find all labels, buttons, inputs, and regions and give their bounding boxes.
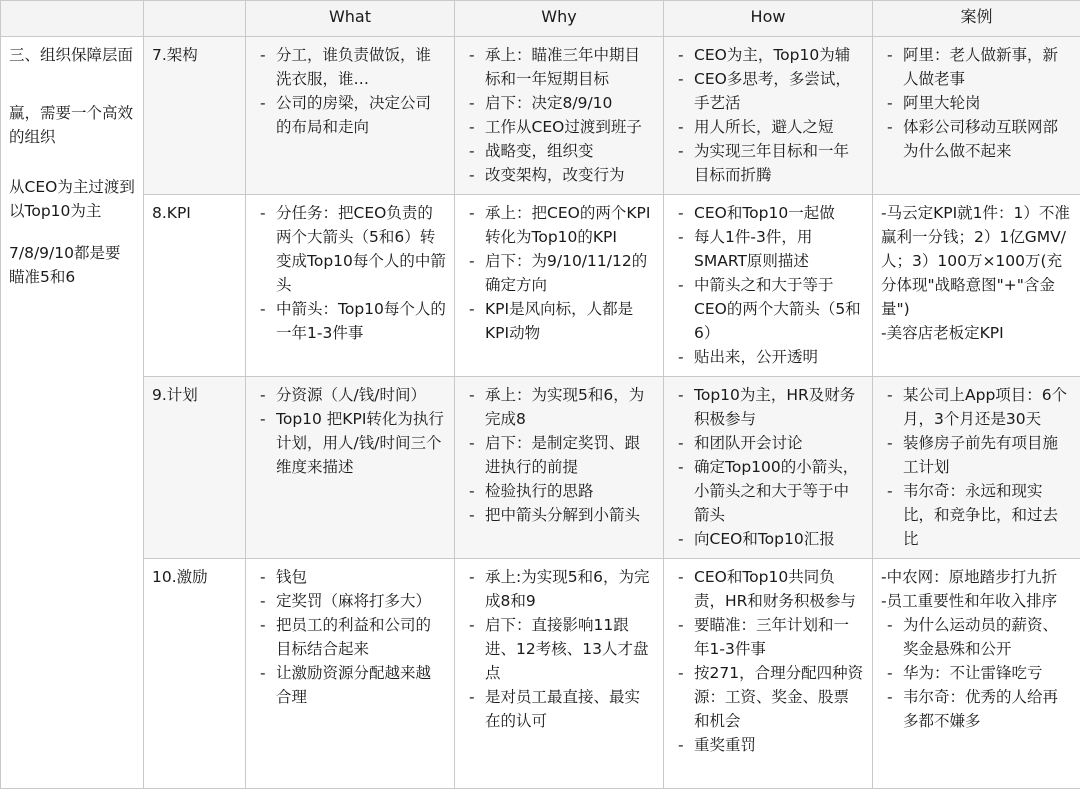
header-how: How (664, 1, 873, 37)
list-item: - 为实现三年目标和一年目标而折腾 (672, 139, 864, 187)
list-item: - 承上：为实现5和6，为完成8 (463, 383, 655, 431)
list-item: - CEO为主，Top10为辅 (672, 43, 864, 67)
list-item: - 战略变，组织变 (463, 139, 655, 163)
list-item: - 重奖重罚 (672, 733, 864, 757)
list-item: - 为什么运动员的薪资、奖金悬殊和公开 (881, 613, 1072, 661)
row-label: 10.激励 (144, 559, 246, 789)
list-item: - 承上：把CEO的两个KPI转化为Top10的KPI (463, 201, 655, 249)
list-item: - 承上：瞄准三年中期目标和一年短期目标 (463, 43, 655, 91)
why-cell (455, 37, 664, 195)
row-label: 8.KPI (144, 195, 246, 377)
list-item: - 检验执行的思路 (463, 479, 655, 503)
list-item: - 启下：为9/10/11/12的确定方向 (463, 249, 655, 297)
list-item: - 中箭头之和大于等于CEO的两个大箭头（5和6） (672, 273, 864, 345)
case-cell (873, 195, 1080, 377)
list-item: - KPI是风向标，人都是KPI动物 (463, 297, 655, 345)
list-item: - 中箭头：Top10每个人的一年1-3件事 (254, 297, 446, 345)
list-item: - 每人1件-3件，用SMART原则描述 (672, 225, 864, 273)
header-why: Why (455, 1, 664, 37)
section-cell (1, 37, 144, 789)
list-item: - 工作从CEO过渡到班子 (463, 115, 655, 139)
list-item: - 韦尔奇：优秀的人给再多都不嫌多 (881, 685, 1072, 733)
case-text: -员工重要性和年收入排序 (881, 592, 1058, 610)
what-cell (246, 37, 455, 195)
list-item: - 把员工的利益和公司的目标结合起来 (254, 613, 446, 661)
list-item: - 体彩公司移动互联网部为什么做不起来 (881, 115, 1072, 163)
how-cell (664, 559, 873, 789)
table-row (1, 559, 1080, 789)
case-cell (873, 377, 1080, 559)
table-row (1, 37, 1080, 195)
list-item: - 和团队开会讨论 (672, 431, 864, 455)
how-cell (664, 377, 873, 559)
section-target: 7/8/9/10都是要瞄准5和6 (9, 244, 121, 286)
case-cell (873, 559, 1080, 789)
header-empty-cell (144, 1, 246, 37)
case-text: -马云定KPI就1件：1）不准赢利一分钱；2）1亿GMV/人；3）100万×100万(充分体现"战略意图"+"含金量") (881, 204, 1070, 318)
list-item: - 韦尔奇：永远和现实比，和竞争比，和过去比 (881, 479, 1072, 551)
header-row (1, 1, 1080, 37)
list-item: - Top10为主，HR及财务积极参与 (672, 383, 864, 431)
row-label: 7.架构 (144, 37, 246, 195)
list-item: - 钱包 (254, 565, 446, 589)
list-item: - 启下：决定8/9/10 (463, 91, 655, 115)
what-cell (246, 559, 455, 789)
list-item: - 定奖罚（麻将打多大） (254, 589, 446, 613)
how-cell (664, 37, 873, 195)
what-cell (246, 377, 455, 559)
list-item: - 要瞄准：三年计划和一年1-3件事 (672, 613, 864, 661)
header-empty-cell (1, 1, 144, 37)
list-item: - 阿里：老人做新事，新人做老事 (881, 43, 1072, 91)
case-text: -中农网：原地踏步打九折 (881, 568, 1058, 586)
list-item: - Top10 把KPI转化为执行计划，用人/钱/时间三个维度来描述 (254, 407, 446, 479)
list-item: - 某公司上App项目：6个月，3个月还是30天 (881, 383, 1072, 431)
list-item: - 向CEO和Top10汇报 (672, 527, 864, 551)
list-item: - 阿里大轮岗 (881, 91, 1072, 115)
why-cell (455, 559, 664, 789)
list-item: - CEO和Top10共同负责，HR和财务积极参与 (672, 565, 864, 613)
list-item: - 装修房子前先有项目施工计划 (881, 431, 1072, 479)
section-subtitle: 赢，需要一个高效的组织 (9, 104, 134, 146)
list-item: - CEO和Top10一起做 (672, 201, 864, 225)
list-item: - 分任务：把CEO负责的两个大箭头（5和6）转变成Top10每个人的中箭头 (254, 201, 446, 297)
list-item: - CEO多思考，多尝试，手艺活 (672, 67, 864, 115)
list-item: - 改变架构，改变行为 (463, 163, 655, 187)
case-text: -美容店老板定KPI (881, 324, 1004, 342)
section-title: 三、组织保障层面 (9, 46, 134, 64)
list-item: - 让激励资源分配越来越合理 (254, 661, 446, 709)
list-item: - 分工，谁负责做饭，谁洗衣服，谁… (254, 43, 446, 91)
list-item: - 启下：是制定奖罚、跟进执行的前提 (463, 431, 655, 479)
header-case: 案例 (873, 1, 1080, 37)
list-item: - 把中箭头分解到小箭头 (463, 503, 655, 527)
section-transition: 从CEO为主过渡到以Top10为主 (9, 178, 135, 220)
list-item: - 用人所长，避人之短 (672, 115, 864, 139)
case-cell (873, 37, 1080, 195)
list-item: - 确定Top100的小箭头，小箭头之和大于等于中箭头 (672, 455, 864, 527)
list-item: - 贴出来，公开透明 (672, 345, 864, 369)
header-what: What (246, 1, 455, 37)
list-item: - 按271，合理分配四种资源：工资、奖金、股票和机会 (672, 661, 864, 733)
how-cell (664, 195, 873, 377)
table-row (1, 195, 1080, 377)
table-row (1, 377, 1080, 559)
list-item: - 承上:为实现5和6，为完成8和9 (463, 565, 655, 613)
what-cell (246, 195, 455, 377)
list-item: - 是对员工最直接、最实在的认可 (463, 685, 655, 733)
why-cell (455, 195, 664, 377)
list-item: - 分资源（人/钱/时间） (254, 383, 446, 407)
list-item: - 启下：直接影响11跟进、12考核、13人才盘点 (463, 613, 655, 685)
list-item: - 公司的房梁，决定公司的布局和走向 (254, 91, 446, 139)
list-item: - 华为：不让雷锋吃亏 (881, 661, 1072, 685)
why-cell (455, 377, 664, 559)
row-label: 9.计划 (144, 377, 246, 559)
